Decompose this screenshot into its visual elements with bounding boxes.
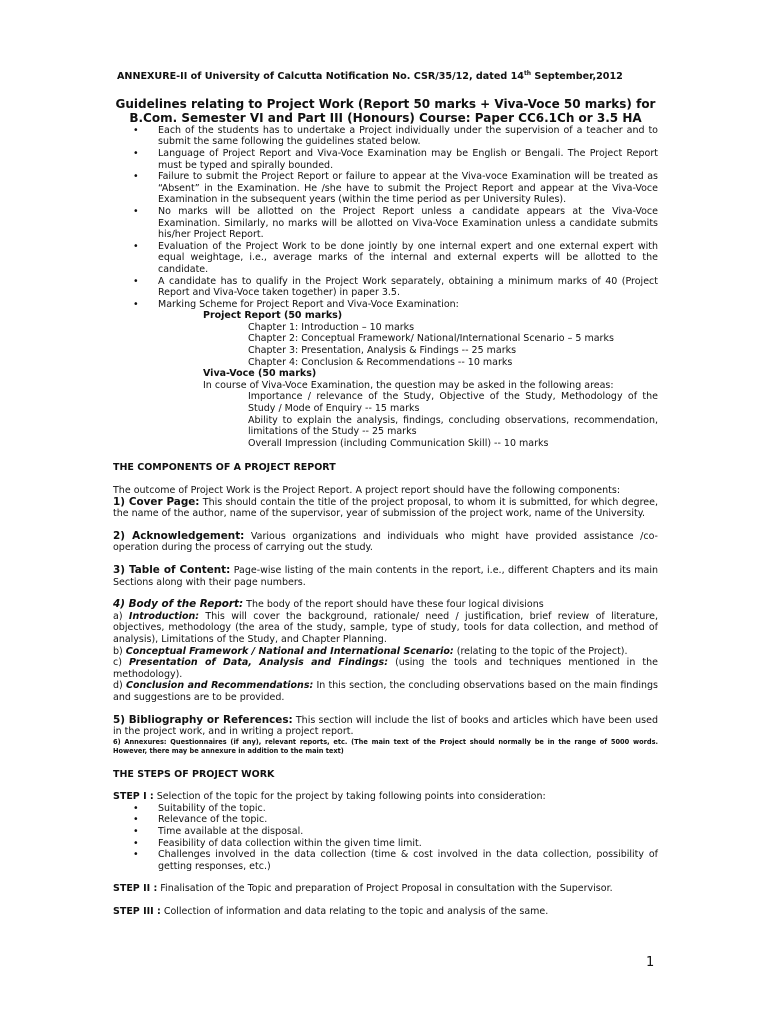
annexure-prefix: ANNEXURE-II of University of Calcutta Notification No. CSR/35/12, dated 14 xyxy=(117,71,524,83)
annexure-header xyxy=(117,68,658,83)
annexure-note-text: (The main text of the Project should normally be in the range of 5000 words. However, there may be annexure in addition to the main text) xyxy=(113,737,658,755)
component-bibliography xyxy=(113,715,658,738)
component-cover-page xyxy=(113,497,658,520)
toc-text: Page-wise listing of the main contents in the report, i.e., different Chapters and its main Sections along with their page numbers. xyxy=(113,564,658,588)
document-title xyxy=(113,97,658,125)
guideline-item: • A candidate has to qualify in the Project Work separately, obtaining a minimum marks of 40 (Project Report and Viva-Voce taken together) in paper 3.5. xyxy=(158,276,658,299)
division-prefix: b) xyxy=(113,645,126,657)
introduction-text: This will cover the background, rationale/ need / justification, brief review of literature, objectives, methodology (the area of the study, sample, type of study, tools for data collection, and method of analysis), Limitations of the Study, and Chapter Planning. xyxy=(113,610,658,645)
presentation-text: (using the tools and techniques mentioned in the methodology). xyxy=(113,657,658,680)
page-number: 1 xyxy=(646,955,655,970)
annexure-note xyxy=(113,738,658,756)
guideline-item: • Marking Scheme for Project Report and Viva-Voce Examination: xyxy=(158,299,658,311)
steps-heading: THE STEPS OF PROJECT WORK xyxy=(113,768,275,780)
step-3-label: STEP III : xyxy=(113,906,161,918)
bibliography-text: This section will include the list of books and articles which have been used in the project work, and in writing a project report. xyxy=(113,714,658,738)
step-3 xyxy=(113,906,658,918)
cover-page-label: 1) Cover Page: xyxy=(113,495,200,508)
component-acknowledgement xyxy=(113,531,658,554)
components-intro: The outcome of Project Work is the Project Report. A project report should have the following components: xyxy=(113,485,621,496)
annexure-sup: th xyxy=(523,70,532,77)
division-prefix: a) xyxy=(113,610,129,622)
bibliography-label: 5) Bibliography or References: xyxy=(113,713,293,726)
step-2 xyxy=(113,883,658,895)
conclusion-text: In this section, the concluding observations based on the main findings and suggestions are to be provided. xyxy=(113,680,658,703)
introduction-label: Introduction: xyxy=(128,610,200,622)
guideline-item: • Evaluation of the Project Work to be done jointly by one internal expert and one external expert with equal weightage, i.e., average marks of the internal and external experts will be allotted to the candidate. xyxy=(158,241,658,276)
body-label: 4) Body of the Report: xyxy=(113,598,244,611)
chapter-mark: Chapter 4: Conclusion & Recommendations -- 10 marks xyxy=(248,356,513,368)
title-line-2: B.Com. Semester VI and Part III (Honours) Course: Paper CC6.1Ch or 3.5 HA xyxy=(129,110,642,125)
step-point: • Time available at the disposal. xyxy=(158,826,658,838)
division-prefix: d) xyxy=(113,680,126,692)
viva-item: Importance / relevance of the Study, Objective of the Study, Methodology of the Study / Mode of Enquiry -- 15 marks xyxy=(248,391,658,415)
viva-voce-heading: Viva-Voce (50 marks) xyxy=(203,368,317,380)
chapter-mark: Chapter 1: Introduction – 10 marks xyxy=(248,321,415,333)
body-division-d xyxy=(113,680,658,703)
framework-label: Conceptual Framework / National and International Scenario: xyxy=(125,645,454,657)
step-2-text: Finalisation of the Topic and preparation of Project Proposal in consultation with the Supervisor. xyxy=(157,883,613,895)
conclusion-label: Conclusion and Recommendations: xyxy=(125,680,314,692)
component-body xyxy=(113,599,658,611)
presentation-label: Presentation of Data, Analysis and Findings: xyxy=(128,657,389,669)
step-1-points xyxy=(113,803,658,873)
body-division-a xyxy=(113,611,658,646)
cover-page-text: This should contain the title of the project proposal, to whom it is submitted, for which degree, the name of the author, name of the supervisor, year of submission of the project work, name of the University. xyxy=(113,496,658,520)
body-text: The body of the report should have these four logical divisions xyxy=(243,599,544,611)
viva-item: Ability to explain the analysis, findings, concluding observations, recommendation, limitations of the Study -- 25 marks xyxy=(248,414,658,438)
step-1-text: Selection of the topic for the project by taking following points into consideration: xyxy=(153,791,546,803)
step-point: • Challenges involved in the data collection (time & cost involved in the data collection, possibility of getting responses, etc.) xyxy=(158,849,658,872)
step-point: • Feasibility of data collection within the given time limit. xyxy=(158,838,658,850)
project-report-heading: Project Report (50 marks) xyxy=(203,310,343,322)
step-1 xyxy=(113,791,658,803)
division-prefix: c) xyxy=(113,657,129,669)
step-point: • Relevance of the topic. xyxy=(158,814,658,826)
guideline-item: • Each of the students has to undertake a Project individually under the supervision of a teacher and to submit the same following the guidelines stated below. xyxy=(158,125,658,148)
viva-intro: In course of Viva-Voce Examination, the question may be asked in the following areas: xyxy=(203,379,614,391)
document-page xyxy=(113,68,658,918)
body-division-b xyxy=(113,646,658,658)
acknowledgement-label: 2) Acknowledgement: xyxy=(113,529,245,542)
acknowledgement-text: Various organizations and individuals who might have provided assistance /co-operation during the process of carrying out the study. xyxy=(113,530,658,554)
step-3-text: Collection of information and data relating to the topic and analysis of the same. xyxy=(160,906,549,918)
annexure-note-label: 6) Annexures: Questionnaires (if any), relevant reports, etc. xyxy=(113,737,348,746)
chapter-mark: Chapter 3: Presentation, Analysis & Findings -- 25 marks xyxy=(248,345,517,357)
guideline-item: • No marks will be allotted on the Project Report unless a candidate appears at the Viva-Voce Examination. Similarly, no marks will be allotted on Viva-Voce Examination unless a candidate submits his/her Project Report. xyxy=(158,206,658,241)
step-1-label: STEP I : xyxy=(113,791,154,803)
framework-text: (relating to the topic of the Project). xyxy=(453,645,628,657)
body-division-c xyxy=(113,657,658,680)
step-2-label: STEP II : xyxy=(113,883,158,895)
title-line-1: Guidelines relating to Project Work (Report 50 marks + Viva-Voce 50 marks) for xyxy=(115,96,656,111)
toc-label: 3) Table of Content: xyxy=(113,563,231,576)
marking-scheme xyxy=(113,310,658,449)
guidelines-list xyxy=(113,125,658,311)
guideline-item: • Language of Project Report and Viva-Voce Examination may be English or Bengali. The Project Report must be typed and spirally bounded. xyxy=(158,148,658,171)
component-table-of-content xyxy=(113,565,658,588)
step-point: • Suitability of the topic. xyxy=(158,803,658,815)
viva-item: Overall Impression (including Communication Skill) -- 10 marks xyxy=(248,437,549,449)
guideline-item: • Failure to submit the Project Report or failure to appear at the Viva-voce Examination will be treated as “Absent” in the Examination. He /she have to submit the Project Report and appear at the Viva-Voce Examination in the subsequent years (within the time period as per University Rules). xyxy=(158,171,658,206)
annexure-suffix: September,2012 xyxy=(531,71,623,83)
steps-section xyxy=(113,791,658,917)
components-heading: THE COMPONENTS OF A PROJECT REPORT xyxy=(113,462,336,474)
chapter-mark: Chapter 2: Conceptual Framework/ National/International Scenario – 5 marks xyxy=(248,333,614,345)
